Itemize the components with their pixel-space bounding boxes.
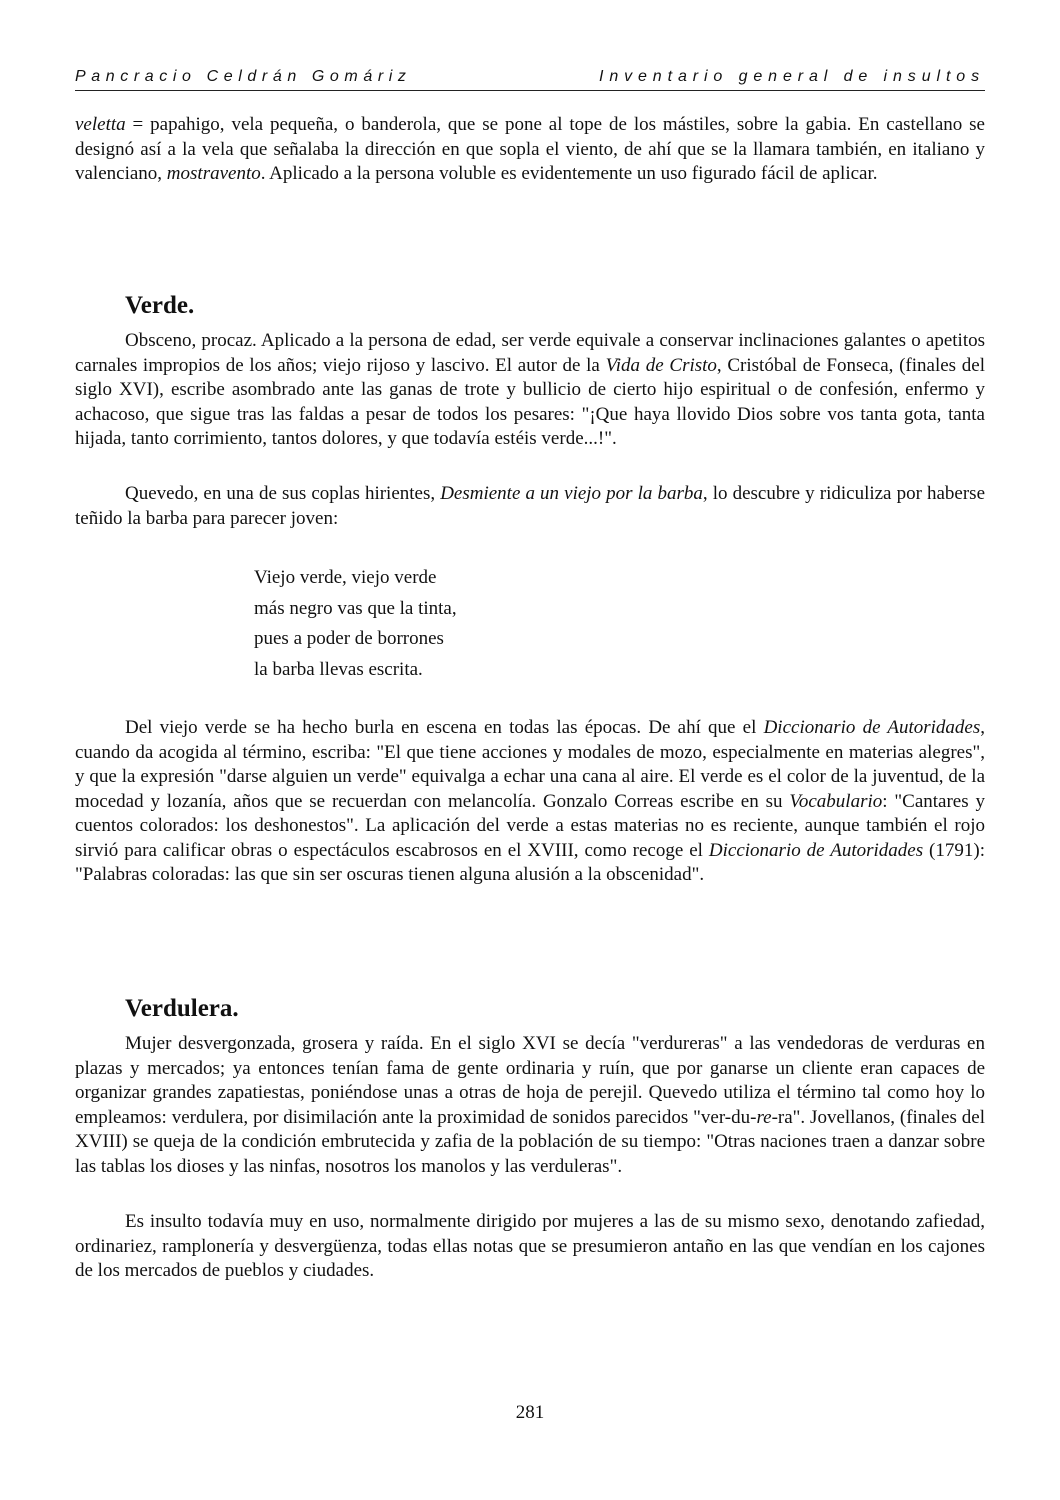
verdulera-paragraph-1 [75,1032,985,1179]
verde-paragraph-1 [75,329,985,452]
entry-heading-verde: Verde. [125,292,195,319]
text-span: , cuando da acogida al término, escriba: "El que tiene acciones y modales de mozo, especialmente en materias alegres", y que la expresión "darse alguien un verde" equivalga a echar una cana al aire. El verde es el color de la juventud, de la mocedad y lozanía, años que se recuerdan con melancolía. Gonzalo Correas escribe en su [75,717,985,812]
italic-title: Diccionario de Autoridades [708,839,924,861]
italic-syllable: re [756,1106,772,1128]
verde-paragraph-2 [75,482,985,531]
italic-title: Desmiente a un viejo por la barba [440,483,703,504]
verse-quote [254,563,457,685]
verse-line: la barba llevas escrita. [254,658,423,680]
text-span: -ra". Jovellanos, (finales del XVIII) se queja de la condición embrutecida y zafia de la población de su tiempo: "Otras naciones traen a danzar sobre las tablas los dioses y las ninfas, nosotros los manolos y las verduleras". [75,1106,985,1177]
running-header [75,66,985,91]
italic-title: Diccionario de Autoridades [763,717,981,738]
header-author: Pancracio Celdrán Gomáriz [75,68,412,85]
verde-paragraph-3 [75,716,985,888]
verdulera-paragraph-2 [75,1210,985,1284]
header-book-title: Inventario general de insultos [598,68,985,85]
italic-title: Vocabulario [789,790,883,812]
text-span: , Cristóbal de Fonseca, (finales del siglo XVI), escribe asombrado ante las ganas de trote y bullicio de cierto hijo espiritual o de confesión, enfermo y achacoso, que sigue tras las faldas a pesar de todos los pesares: "¡Que haya llovido Dios sobre vos tanta gota, tanta hijada, tanto corrimiento, tantos dolores, y que todavía estéis verde...!". [75,354,985,449]
text-span: = papahigo, vela pequeña, o banderola, que se pone al tope de los mástiles, sobre la gabia. En castellano se designó así a la vela que señalaba la dirección en que sopla el viento, de ahí que se la llamara también, en italiano y valenciano, [75,114,985,184]
term-mostravento: mostravento [166,163,261,184]
text-span: Quevedo, en una de sus coplas hirientes, [125,483,441,504]
text-span: : "Cantares y cuentos colorados: los deshonestos". La aplicación del verde a estas materias no es reciente, aunque también el rojo sirvió para calificar obras o espectáculos escabrosos en el XVIII, como recoge el [75,790,985,861]
verse-line: pues a poder de borrones [254,628,444,649]
text-span: Es insulto todavía muy en uso, normalmente dirigido por mujeres a las de su mismo sexo, denotando zafiedad, ordinariez, ramplonería y desvergüenza, todas ellas notas que se presumieron antaño en las que vendían en los cajones de los mercados de pueblos y ciudades. [75,1211,985,1281]
intro-paragraph [75,113,985,187]
entry-heading-verdulera: Verdulera. [125,995,239,1022]
text-span: (1791): "Palabras coloradas: las que sin ser oscuras tienen alguna alusión a la obscenidad". [75,839,985,885]
page-number: 281 [515,1402,545,1423]
text-span: Obsceno, procaz. Aplicado a la persona de edad, ser verde equivale a conservar inclinaciones galantes o apetitos carnales impropios de los años; viejo rijoso y lascivo. El autor de la [75,330,985,376]
text-span: Del viejo verde se ha hecho burla en escena en todas las épocas. De ahí que el [125,717,764,738]
verse-line: Viejo verde, viejo verde [254,567,437,588]
term-veletta: veletta [75,114,126,135]
text-span: . Aplicado a la persona voluble es evidentemente un uso figurado fácil de aplicar. [260,163,878,184]
verse-line: más negro vas que la tinta, [254,597,457,619]
italic-title: Vida de Cristo [605,354,717,376]
text-span: , lo descubre y ridiculiza por haberse teñido la barba para parecer joven: [75,483,985,529]
text-span: Mujer desvergonzada, grosera y raída. En el siglo XVI se decía "verdureras" a las vendedoras de verduras en plazas y mercados; ya entonces tenían fama de gente ordinaria y ruín, que por ganarse un cliente eran capaces de organizar grandes zapatiestas, poniéndose unas a otras de hoja de perejil. Quevedo utiliza el término tal como hoy lo empleamos: verdulera, por disimilación ante la proximidad de sonidos parecidos "ver-du- [75,1033,985,1128]
